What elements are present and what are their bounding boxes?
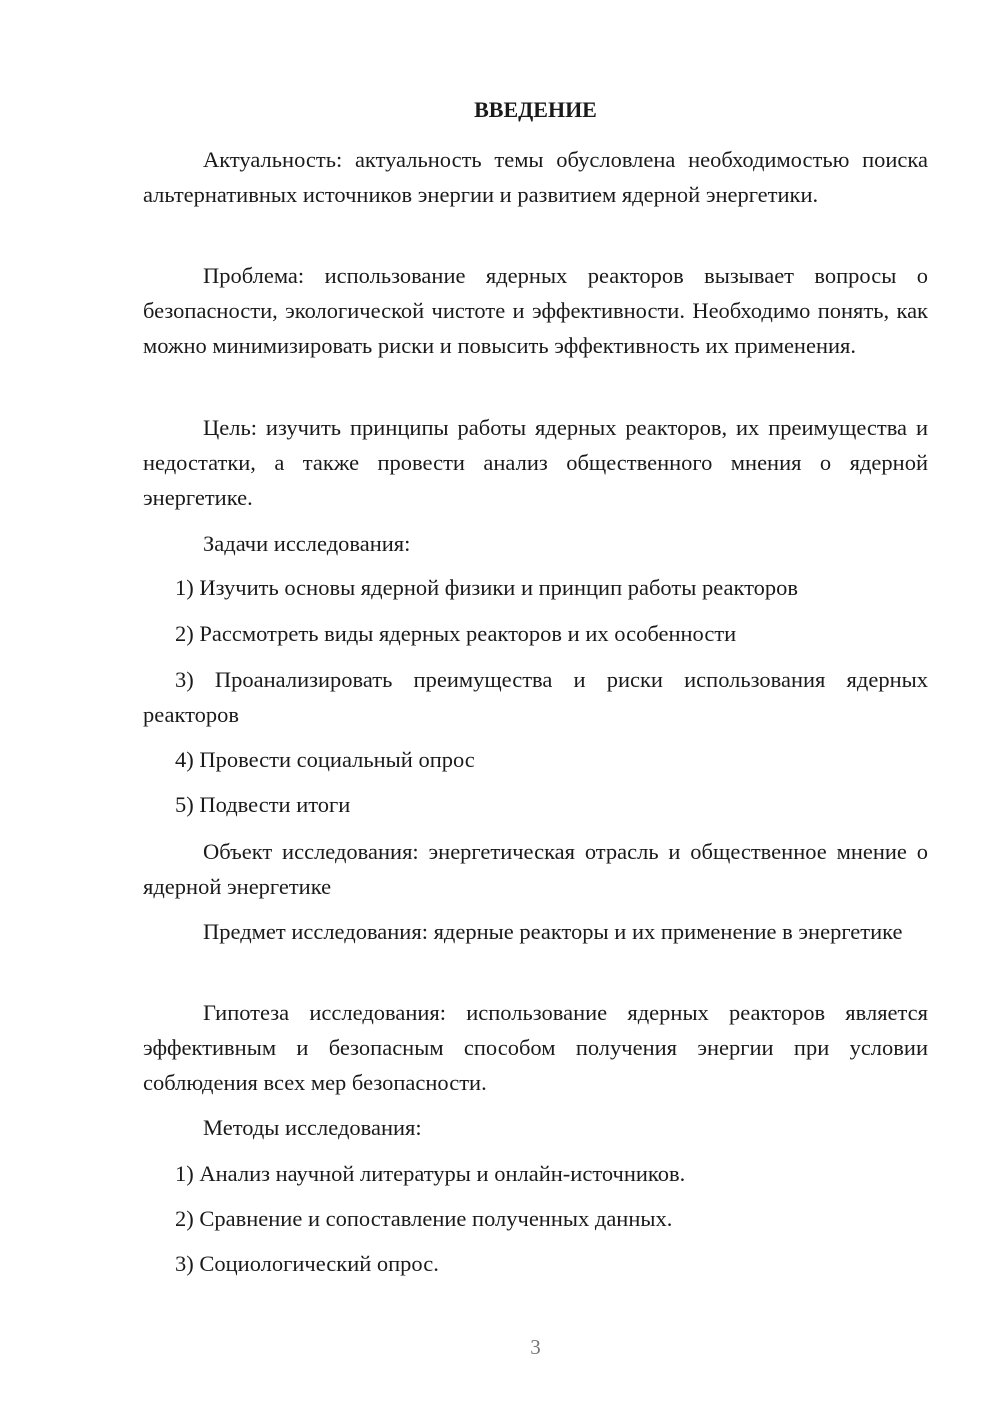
task-item-5: 5) Подвести итоги xyxy=(175,792,351,817)
subject-paragraph: Предмет исследования: ядерные реакторы и их применение в энергетике xyxy=(203,919,903,944)
object-paragraph: Объект исследования: энергетическая отрасль и общественное мнение о ядерной энергетике xyxy=(143,839,928,899)
relevance-paragraph: Актуальность: актуальность темы обусловлена необходимостью поиска альтернативных источников энергии и развитием ядерной энергетики. xyxy=(143,147,928,207)
page-number: 3 xyxy=(530,1335,541,1359)
page-title: ВВЕДЕНИЕ xyxy=(474,97,597,122)
goal-paragraph: Цель: изучить принципы работы ядерных реакторов, их преимущества и недостатки, а также провести анализ общественного мнения о ядерной энергетике. xyxy=(143,415,928,510)
task-item-1: 1) Изучить основы ядерной физики и принцип работы реакторов xyxy=(175,575,798,600)
document-page xyxy=(143,0,928,1414)
method-item-2: 2) Сравнение и сопоставление полученных данных. xyxy=(175,1206,673,1231)
method-item-1: 1) Анализ научной литературы и онлайн-источников. xyxy=(175,1161,686,1186)
tasks-heading: Задачи исследования: xyxy=(203,531,411,556)
task-item-4: 4) Провести социальный опрос xyxy=(175,747,475,772)
task-item-3: 3) Проанализировать преимущества и риски использования ядерных реакторов xyxy=(143,667,928,727)
problem-paragraph: Проблема: использование ядерных реакторов вызывает вопросы о безопасности, экологической чистоте и эффективности. Необходимо понять, как можно минимизировать риски и повысить эффективность их применения. xyxy=(143,263,928,358)
task-item-2: 2) Рассмотреть виды ядерных реакторов и их особенности xyxy=(175,621,737,646)
methods-heading: Методы исследования: xyxy=(203,1115,422,1140)
method-item-3: 3) Социологический опрос. xyxy=(175,1251,439,1276)
hypothesis-paragraph: Гипотеза исследования: использование ядерных реакторов является эффективным и безопасным способом получения энергии при условии соблюдения всех мер безопасности. xyxy=(143,1000,928,1095)
